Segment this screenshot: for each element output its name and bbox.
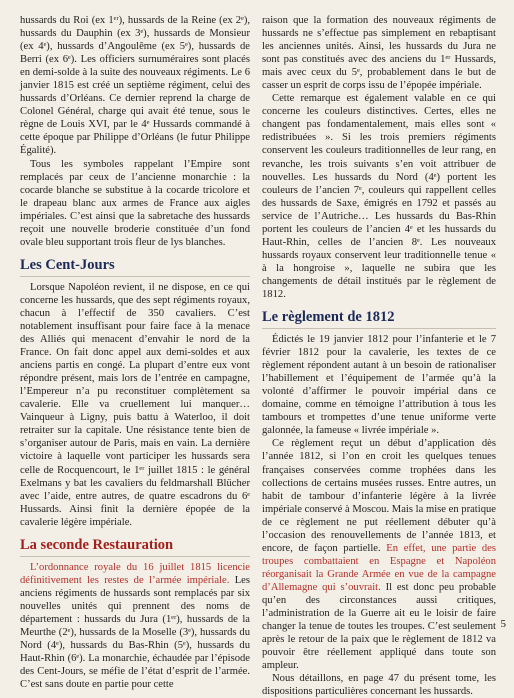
left-column (20, 14, 250, 691)
page-number: 5 (500, 618, 506, 630)
paragraph: Édictés le 19 janvier 1812 pour l’infanterie et le 7 février 1812 pour la cavalerie, les textes de ce règlement répondent autant à un besoin de rationaliser l’habillement et l’équipement de l’armée qu’à la volonté d’affirmer le pouvoir impérial dans ce domaine, comme en témoigne l’attribution à tous les tambours et trompettes d’une tenue uniforme verte galonnée, la fameuse « livrée impériale ». (262, 334, 496, 437)
section-heading-cent-jours: Les Cent-Jours (20, 257, 250, 277)
paragraph (20, 561, 250, 691)
paragraph: Lorsque Napoléon revient, il ne dispose, en ce qui concerne les hussards, que des sept régiments royaux, chacun à l’effectif de 350 cavaliers. C’est notablement insuffisant pour faire face à la menace des Alliés qui menacent d’envahir le nord de la France. On fait donc appel aux demi-soldes et aux anciens partis en congé. La plupart d’entre eux vont répondre présent, mais lors de l’entrée en campagne, l’Empereur n’a pu reconstituer complètement sa cavalerie. Elle va cruellement lui manquer… Vainqueur à Ligny, puis battu à Waterloo, il doit retraiter sur la capitale. Une résistance tente bien de s’organiser autour de Paris, mais en vain. La dernière victoire à laquelle vont participer les hussards sera celle de Rocquencourt, le 1ᵉʳ juillet 1815 : le général Exelmans y bat les cavaliers du feldmarshall Blücher avec l’aide, entre autres, de quatre escadrons du 6ᵉ Hussards. Ainsi finit la dernière épopée de la cavalerie légère impériale. (20, 281, 250, 528)
paragraph: Nous détaillons, en page 47 du présent tome, les dispositions particulières concernant les hussards. (262, 673, 496, 698)
paragraph: hussards du Roi (ex 1ᵉʳ), hussards de la Reine (ex 2ᵉ), hussards du Dauphin (ex 3ᵉ), hussards de Monsieur (ex 4ᵉ), hussards d’Angoulême (ex 5ᵉ), hussards de Berri (ex 6ᵉ). Les officiers surnuméraires sont placés en demi-solde à la suite des nouveaux régiments. Le 6 janvier 1815 est créé un septième régiment, celui des hussards d’Orléans. Ce dernier reprend la charge de Colonel Général, charge qui avait été tenue, sous le règne de Louis XVI, par le 4ᵉ Hussards commandé à cette époque par Philippe d’Orléans (le futur Philippe Égalité). (20, 15, 250, 157)
paragraph-text: Les anciens régiments de hussards sont remplacés par six nouvelles unités qui prennent des noms de département : hussards du Jura (1ᵉʳ), hussards de la Meurthe (2ᵉ), hussards de la Moselle (3ᵉ), hussards du Nord (4ᵉ), hussards du Bas-Rhin (5ᵉ), hussards du Haut-Rhin (6ᵉ). La monarchie, échaudée par l’épisode des Cent-Jours, se méfie de l’état d’esprit de l’armée. C’est sans doute en partie pour cette (20, 574, 250, 691)
section-heading-seconde-restauration: La seconde Restauration (20, 537, 250, 557)
right-column (262, 14, 496, 698)
paragraph: Cette remarque est également valable en ce qui concerne les couleurs distinctives. Certes, elles ne changent pas fondamentalement, mais elles sont « redistribuées ». Si les trois premiers régiments conservent les couleurs traditionnelles de leur rang, en revanche, les trois suivants s’en voit attribuer de nouvelles. Les hussards du Nord (4ᵉ) portent les couleurs de l’ancien 7ᵉ, couleurs qui rappellent celles des hussards de Saxe, émigrés en 1792 et passés au service de l’Autriche… Les hussards du Bas-Rhin portent les couleurs de l’ancien 4ᵉ et les hussards du Haut-Rhin, celles de l’ancien 8ᵉ. Les nouveaux hussards royaux conservent leur traditionnelle tenue « à la hongroise », laquelle ne subira que les changements de détail institués par le règlement de 1812. (262, 93, 496, 300)
paragraph (262, 437, 496, 672)
paragraph-text: Il est donc peu probable qu’en des circonstances aussi critiques, l’administration de la Guerre ait eu le loisir de faire changer la tenue de toutes les troupes. C’est seulement après le retour de la paix que le règlement de 1812 va pouvoir être réellement appliqué dans toute son ampleur. (262, 581, 496, 672)
paragraph: raison que la formation des nouveaux régiments de hussards ne s’effectue pas simplement en rebaptisant les anciennes unités. Ainsi, les hussards du Jura ne sont pas constitués avec des anciens du 1ᵉʳ Hussards, mais avec ceux du 5ᵉ, probablement dans le but de casser un esprit de corps issu de l’épopée impériale. (262, 15, 496, 92)
paragraph: Tous les symboles rappelant l’Empire sont remplacés par ceux de l’ancienne monarchie : la cocarde blanche se substitue à la cocarde tricolore et le drapeau blanc aux armes de France aux aigles impériales. C’est ainsi que la sabretache des hussards reçoit une nouvelle broderie constituée d’un fond ovale bleu supportant trois fleur de lys blanches. (20, 158, 250, 248)
highlighted-text: L’ordonnance royale du 16 juillet 1815 licencie définitivement les restes de l’armée impériale. (20, 561, 250, 586)
section-heading-reglement-1812: Le règlement de 1812 (262, 309, 496, 329)
paragraph-text: Ce règlement reçut un début d’application dès l’année 1812, si l’on en croit les quelques tenues françaises conservées comme trophées dans les collections de certains musées russes. Entre autres, un habit de tambour d’infanterie légère à la livrée impériale conservé à Moscou. Mais la mise en pratique de ce règlement ne put réellement débuter qu’à l’occasion des renouvellements de l’année 1813, et encore, de façon partielle. (262, 438, 496, 554)
highlighted-text: En effet, une partie des troupes combattaient en Espagne et Napoléon réorganisait la Grande Armée en vue de la campagne d’Allemagne qui s’ouvrait. (262, 542, 497, 593)
